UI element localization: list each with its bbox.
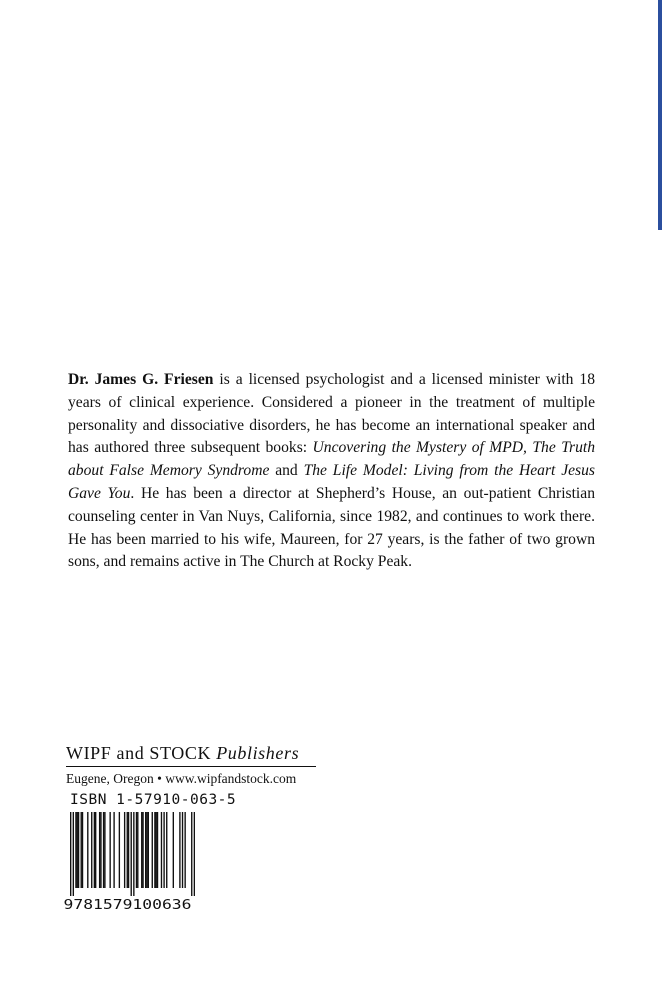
barcode-bar <box>103 812 104 888</box>
barcode-bar <box>100 812 101 888</box>
barcode-bar <box>145 812 146 888</box>
publisher-name-suffix: Publishers <box>216 743 300 763</box>
barcode-bar <box>124 812 125 888</box>
barcode-bar <box>113 812 114 888</box>
barcode-bar <box>148 812 149 888</box>
barcode-bar <box>194 812 195 896</box>
barcode-bar <box>99 812 100 888</box>
author-bio <box>68 369 595 574</box>
barcode-bar <box>191 812 192 896</box>
barcode-bar <box>104 812 105 888</box>
barcode-bar <box>156 812 157 888</box>
barcode-bar <box>87 812 88 888</box>
publisher-block <box>66 743 316 787</box>
barcode-bar <box>182 812 183 888</box>
barcode-bar <box>127 812 128 888</box>
barcode-bar <box>78 812 79 888</box>
cover-edge-bar <box>658 0 662 230</box>
barcode-bar <box>141 812 142 888</box>
publisher-name <box>66 743 316 767</box>
barcode-bar <box>70 812 71 896</box>
barcode-bar <box>152 812 153 888</box>
bio-sep-2: and <box>269 462 304 480</box>
barcode-bar <box>154 812 155 888</box>
barcode-bar <box>75 812 76 888</box>
bio-text-1: is a licensed psychologist and a licensed minister with 18 years of clinical experience. Considered a pioneer in the treatment of multiple personality and dissociative disorders, he has become an international speaker and has authored three subsequent books: <box>68 371 596 457</box>
barcode-bar <box>91 812 92 888</box>
barcode-bar <box>136 812 137 888</box>
barcode-bar <box>128 812 129 888</box>
barcode-bar <box>161 812 162 888</box>
barcode-bar <box>82 812 83 888</box>
publisher-name-prefix: WIPF and STOCK <box>66 743 217 763</box>
author-name: Dr. James G. Friesen <box>68 371 214 388</box>
barcode-bar <box>163 812 164 888</box>
publisher-location: Eugene, Oregon • www.wipfandstock.com <box>66 771 297 786</box>
barcode-bar <box>157 812 158 888</box>
barcode-bar <box>184 812 185 888</box>
barcode-bar <box>142 812 143 888</box>
barcode-bar <box>146 812 147 888</box>
book-title-1: Uncovering the Mystery of MPD, <box>312 439 527 457</box>
barcode-bar <box>131 812 132 896</box>
barcode-bar <box>73 812 74 896</box>
barcode-bar <box>179 812 180 888</box>
book-title-3: The Life Model: Living from the Heart Jesus Gave You <box>68 462 595 502</box>
barcode-bar <box>133 812 134 896</box>
barcode-bars <box>70 812 195 896</box>
barcode-bar <box>173 812 174 888</box>
barcode-bar <box>77 812 78 888</box>
barcode-bar <box>119 812 120 888</box>
bio-text-2: . He has been a director at Shepherd’s House, an out-patient Christian counseling center in Van Nuys, California, since 1982, and continues to work there. He has been married to his wife, Maureen, for 27 years, is the father of two grown sons, and remains active in The Church at Rocky Peak. <box>68 484 595 571</box>
barcode-bar <box>166 812 167 888</box>
barcode-bar <box>94 812 95 888</box>
isbn-barcode <box>60 812 195 912</box>
barcode-digits: 9781579100636 <box>63 898 192 912</box>
barcode-bar <box>137 812 138 888</box>
isbn-label: ISBN 1-57910-063-5 <box>70 792 237 808</box>
book-title-2: The Truth about False Memory Syndrome <box>68 439 595 480</box>
barcode-bar <box>109 812 110 888</box>
barcode-bar <box>81 812 82 888</box>
barcode-bar <box>95 812 96 888</box>
